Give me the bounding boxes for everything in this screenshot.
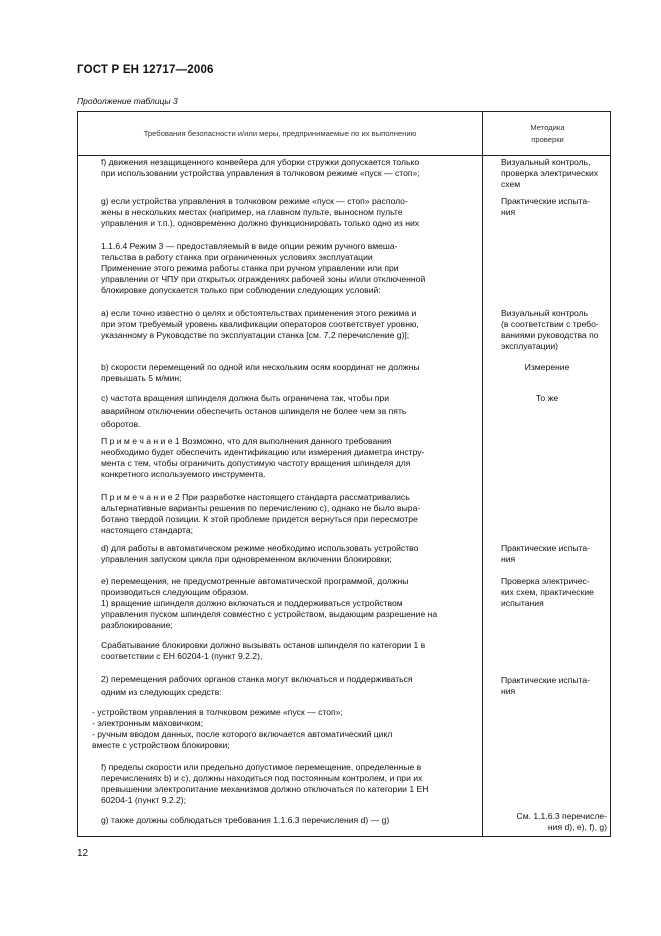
- requirements-table: [77, 111, 611, 837]
- method-a: Визуальный контроль (в соответствии с требо- ваниями руководства по эксплуатации): [501, 308, 599, 351]
- note-1: П р и м е ч а н и е 1 Возможно, что для выполнения данного требования необходимо будет обеспечить идентификацию или измерения диаметра инстру- мента с тем, чтобы ограничить допустимую частоту вращения шпинделя для конкретного используемого инструмента.: [101, 436, 425, 479]
- requirement-e-2: 2) перемещения рабочих органов станка могут включаться и поддерживаться одним из следующих средств:: [101, 674, 413, 697]
- note-2: П р и м е ч а н и е 2 При разработке настоящего стандарта рассматривались альтернативные варианты решения по перечислению c), однако не было выра- ботано твердой позиции. К этой проблеме придется вернуться при пересмотре настоящего стандарта;: [101, 492, 421, 535]
- document-header: ГОСТ Р ЕН 12717—2006: [77, 64, 214, 76]
- list-item: - устройством управления в толчковом режиме «пуск — стоп»;: [92, 707, 343, 717]
- requirement-e: e) перемещения, не предусмотренные автоматической программой, должны производиться следующим образом.: [101, 576, 409, 597]
- requirement-g-reference: g) также должны соблюдаться требования 1.1.6.3 перечисления d) — g): [101, 815, 390, 825]
- column-header-method-line1: Методика: [530, 122, 565, 132]
- clause-1-1-6-4-conditions: Применение этого режима работы станка при ручном управлении или при управлении от ЧПУ при открытых ограждениях рабочей зоны и/или отключенной блокировке допускается только при соблюдении следующих условий:: [101, 263, 426, 295]
- means-list: [92, 707, 475, 751]
- list-item: вместе с устройством блокировки;: [92, 740, 230, 750]
- requirement-d: d) для работы в автоматическом режиме необходимо использовать устройство управления запуском цикла при одновременном включении блокировки;: [101, 543, 419, 564]
- page-number: 12: [77, 848, 89, 859]
- column-divider: [482, 112, 483, 836]
- method-b: Измерение: [524, 362, 570, 372]
- clause-1-1-6-4: 1.1.6.4 Режим 3 — предоставляемый в виде опции режим ручного вмеша- тельства в работу станка при ограниченных условиях эксплуатации: [101, 241, 398, 262]
- header-divider: [78, 155, 610, 156]
- column-header-method: [483, 112, 612, 155]
- method-e-2: Практические испыта- ния: [501, 675, 591, 696]
- method-d: Практические испыта- ния: [501, 543, 591, 564]
- requirement-b: b) скорости перемещений по одной или нескольким осям координат не должны превышать 5 м/мин;: [101, 362, 420, 383]
- requirement-a: a) если точно известно о целях и обстоятельствах применения этого режима и при этом требуемый уровень квалификации операторов соответствует уровню, указанному в Руководстве по эксплуатации станка [см. 7.2 перечисление g)];: [101, 308, 419, 340]
- requirement-g-locations: g) если устройства управления в толчковом режиме «пуск — стоп» располо- жены в нескольких местах (например, на главном пульте, выносном пульте управления и т.п.), одновременно должно функционировать только одно из них: [101, 196, 420, 228]
- requirement-f-conveyor: f) движения незащищенного конвейера для уборки стружки допускается только при использовании устройства управления в толчковом режиме «пуск — стоп»;: [101, 157, 420, 178]
- column-header-method-line2: проверки: [531, 134, 564, 144]
- table-caption: Продолжение таблицы 3: [77, 96, 178, 106]
- method-g-reference: См. 1.1.6.3 перечисле- ния d), e), f), g): [516, 811, 607, 832]
- list-item: - электронным маховичком;: [92, 718, 203, 728]
- requirement-f-limits: f) пределы скорости или предельно допустимое перемещение, определенные в перечислениях b) и c), должны находиться под постоянным контролем, и при их превышении электропитание механизмов должно отключаться по категории 1 ЕН 60204-1 (пункт 9.2.2);: [101, 762, 429, 805]
- method-g-locations: Практические испыта- ния: [501, 196, 591, 217]
- method-e: Проверка электричес- ких схем, практические испытания: [501, 576, 594, 608]
- method-c: То же: [535, 393, 559, 403]
- method-f-conveyor: Визуальный контроль, проверка электрических схем: [501, 157, 599, 189]
- requirement-c: c) частота вращения шпинделя должна быть ограничена так, чтобы при аварийном отключении обеспечить останов шпинделя не более чем за пять оборотов.: [101, 393, 407, 429]
- column-header-requirements: Требования безопасности и/или меры, предпринимаемые по их выполнению: [143, 129, 417, 138]
- requirement-e-1: 1) вращение шпинделя должно включаться и поддерживаться устройством управления пуском шпинделя совместно с устройством, выдающим разрешение на разблокирование;: [101, 598, 438, 630]
- interlock-trigger-text: Срабатывание блокировки должно вызывать останов шпинделя по категории 1 в соответствии с ЕН 60204-1 (пункт 9.2.2),: [101, 640, 426, 661]
- list-item: - ручным вводом данных, после которого включается автоматический цикл: [92, 729, 393, 739]
